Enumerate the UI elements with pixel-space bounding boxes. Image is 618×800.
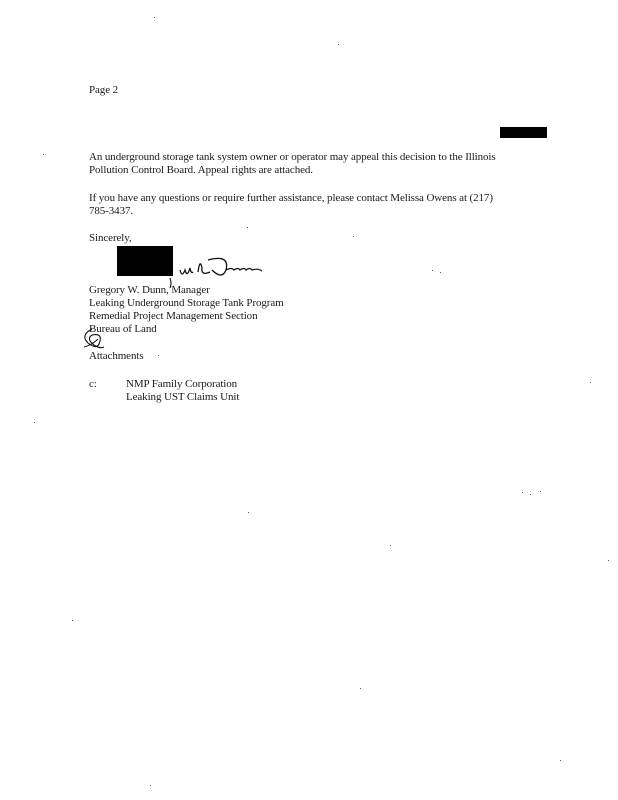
scan-speck: [560, 760, 561, 761]
scan-speck: [440, 272, 441, 273]
contact-paragraph-line-2: 785-3437.: [89, 205, 134, 217]
scan-speck: [247, 227, 248, 228]
signer-section: Remedial Project Management Section: [89, 310, 258, 322]
cc-label: c:: [89, 378, 97, 390]
scan-speck: [530, 494, 531, 495]
cc-recipient-1: NMP Family Corporation: [126, 378, 238, 390]
page-number: Page 2: [89, 84, 119, 96]
scan-speck: [34, 422, 35, 423]
cc-recipient-2: Leaking UST Claims Unit: [126, 391, 240, 403]
scan-speck: [353, 236, 354, 237]
scan-speck: [522, 492, 523, 493]
scan-speck: [43, 154, 44, 155]
contact-paragraph-line-1: If you have any questions or require further assistance, please contact Melissa Owens at (217): [89, 192, 493, 204]
scan-speck: [72, 620, 73, 621]
scan-speck: [248, 512, 249, 513]
signer-name: Gregory W. Dunn, Manager: [89, 284, 210, 296]
scan-speck: [154, 17, 155, 18]
scan-speck: [608, 560, 609, 561]
redaction-block-top: [500, 127, 547, 138]
scan-speck: [390, 545, 391, 546]
scan-speck: [338, 44, 339, 45]
appeal-paragraph-line-1: An underground storage tank system owner or operator may appeal this decision to the Illinois: [89, 151, 496, 163]
attachments-label: Attachments: [89, 350, 144, 362]
scan-speck: [590, 382, 591, 383]
scan-speck: [360, 688, 361, 689]
appeal-paragraph-line-2: Pollution Control Board. Appeal rights are attached.: [89, 164, 313, 176]
handwritten-signature: [150, 248, 270, 288]
signer-program: Leaking Underground Storage Tank Program: [89, 297, 284, 309]
scan-speck: [150, 785, 151, 786]
scan-speck: [540, 491, 541, 492]
scan-speck: [432, 270, 433, 271]
scan-speck: [158, 355, 159, 356]
closing-salutation: Sincerely,: [89, 232, 132, 244]
signer-bureau: Bureau of Land: [89, 323, 157, 335]
